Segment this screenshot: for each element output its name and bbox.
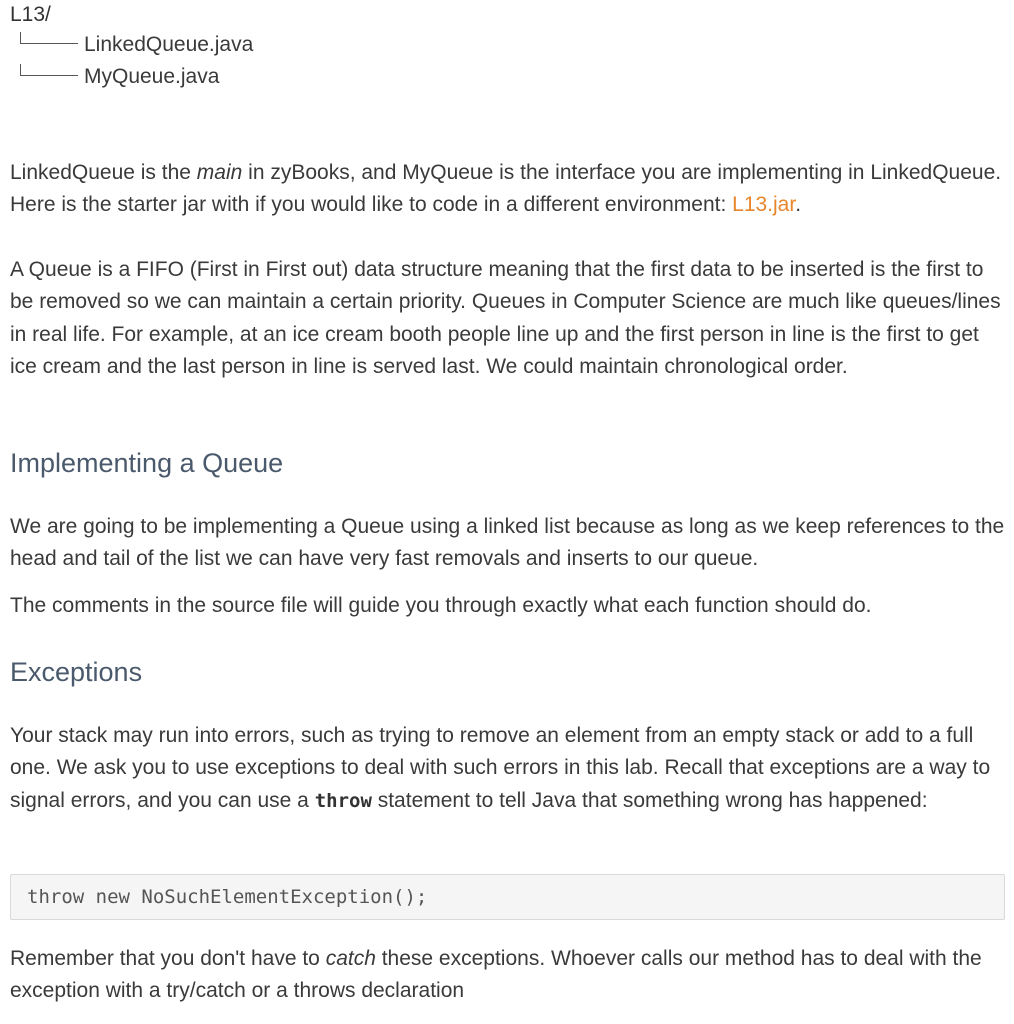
exceptions-heading: Exceptions	[10, 657, 143, 687]
tree-branch-line	[20, 64, 78, 76]
file-tree-item-linkedqueue	[20, 33, 253, 57]
intro-paragraph	[10, 157, 1005, 222]
exceptions-paragraph	[10, 720, 1005, 817]
intro-text-3: .	[795, 193, 802, 217]
exceptions-text-2: statement to tell Java that something wrong has happened:	[371, 788, 928, 812]
final-text-2: these exceptions. Whoever calls our method has to deal with the exception with a try/catch or a throws declaration	[10, 947, 982, 1003]
intro-main-emphasis: main	[196, 161, 243, 184]
final-text-1: Remember that you don't have to	[10, 947, 326, 970]
file-tree-root: L13/	[10, 3, 51, 26]
queue-description-paragraph: A Queue is a FIFO (First in First out) data structure meaning that the first data to be inserted is the first to be removed so we can maintain a certain priority. Queues in Computer Science are much like queues/lines in real life. For example, at an ice cream booth people line up and the first person in line is the first to get ice cream and the last person in line is served last. We could maintain chronological order.	[10, 258, 1001, 378]
starter-jar-link[interactable]: L13.jar	[732, 193, 796, 217]
throw-inline-code: throw	[314, 789, 372, 812]
implementing-heading: Implementing a Queue	[10, 448, 284, 478]
catch-emphasis: catch	[325, 947, 376, 970]
file-name-myqueue: MyQueue.java	[84, 65, 220, 88]
code-block: throw new NoSuchElementException();	[10, 874, 1005, 920]
file-name-linkedqueue: LinkedQueue.java	[84, 33, 254, 56]
intro-text-1: LinkedQueue is the	[10, 161, 197, 184]
tree-branch-line	[20, 32, 78, 44]
implementing-paragraph-1: We are going to be implementing a Queue using a linked list because as long as we keep references to the head and tail of the list we can have very fast removals and inserts to our queue.	[10, 515, 1005, 571]
file-tree-item-myqueue	[20, 65, 219, 89]
implementing-paragraph-2: The comments in the source file will guide you through exactly what each function should do.	[10, 594, 872, 617]
final-paragraph	[10, 943, 1005, 1008]
intro-text-2: in zyBooks, and MyQueue is the interface you are implementing in LinkedQueue. Here is the starter jar with if you would like to code in a different environment:	[10, 161, 1002, 217]
exceptions-text-1: Your stack may run into errors, such as trying to remove an element from an empty stack or add to a full one. We ask you to use exceptions to deal with such errors in this lab. Recall that exceptions are a way to signal errors, and you can use a	[10, 724, 991, 812]
